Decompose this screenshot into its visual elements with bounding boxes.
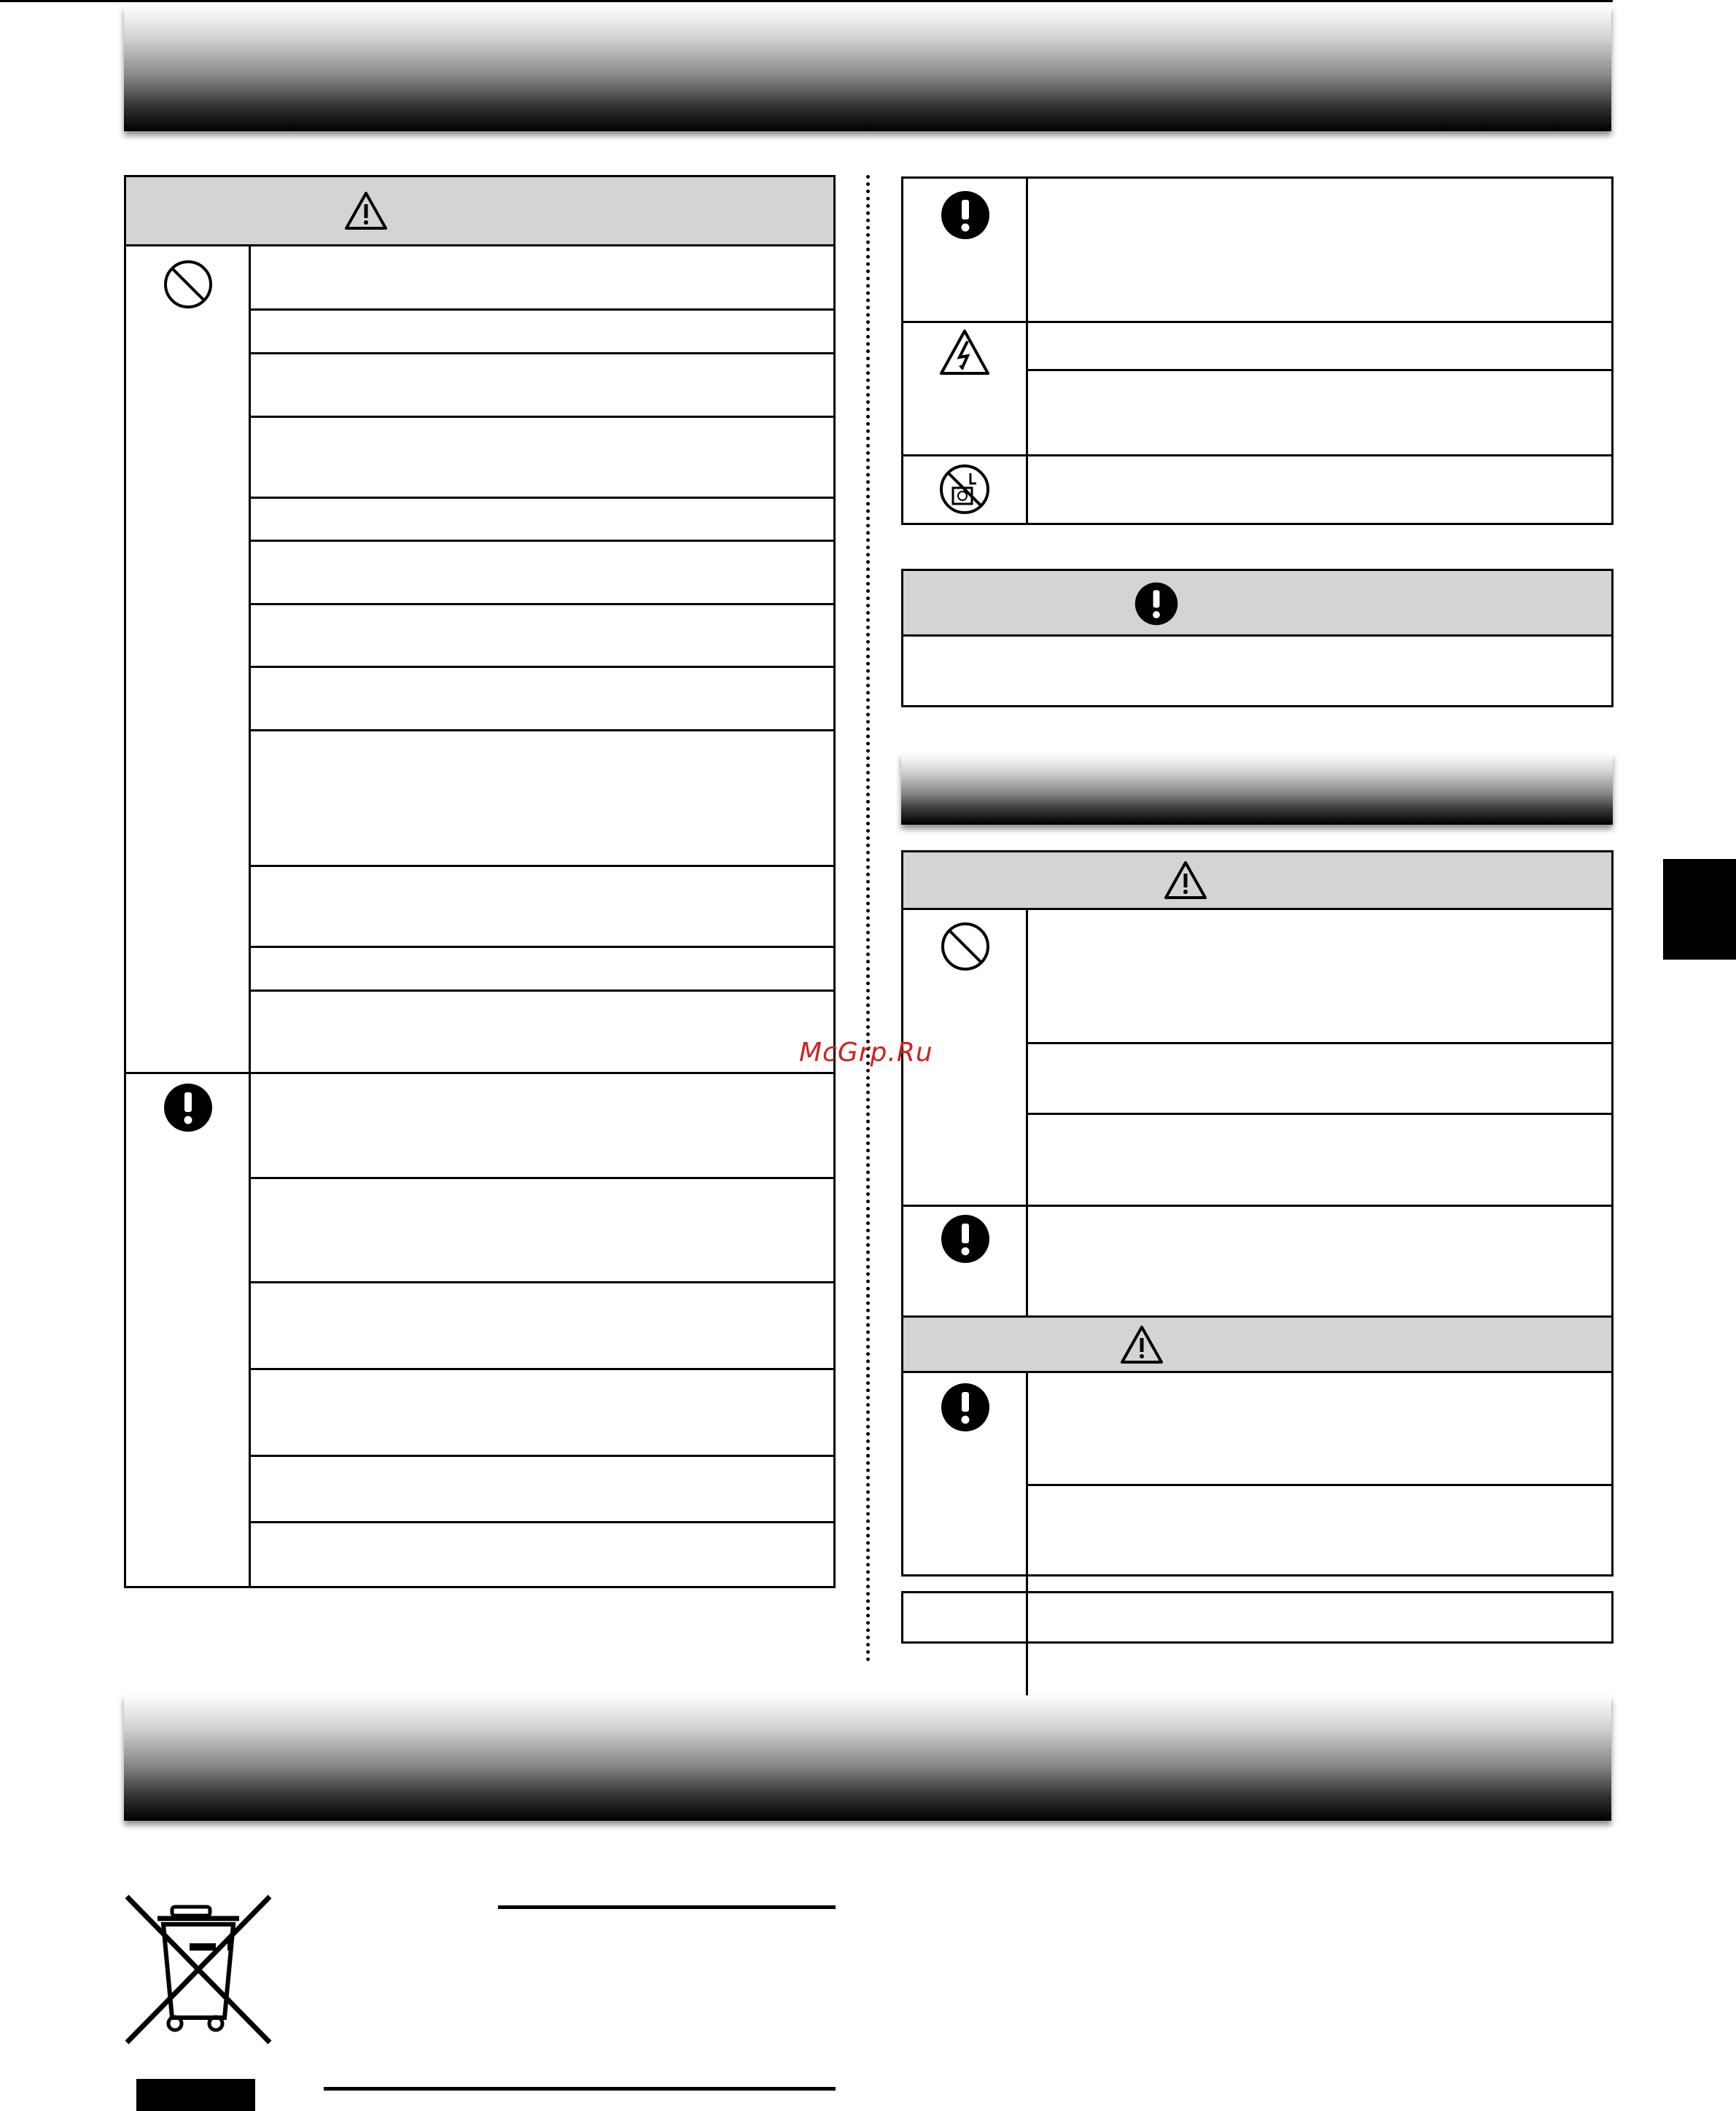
crossed-bin-icon [122, 1892, 274, 2047]
row-divider [249, 990, 833, 992]
no-water-icon [938, 463, 991, 516]
group-divider [903, 1205, 1611, 1207]
exclamation-disc-icon [940, 190, 991, 241]
row-divider [249, 1521, 833, 1523]
chapter-tab [1663, 859, 1736, 960]
row-divider [1026, 1042, 1611, 1044]
exclamation-disc-icon [1134, 581, 1179, 626]
row-divider [249, 352, 833, 354]
row-divider [249, 1455, 833, 1457]
left-column-divider [249, 246, 251, 1586]
prohibition-circle-icon [940, 921, 991, 972]
right-lower-header-2 [903, 1315, 1611, 1373]
left-table-header [126, 177, 833, 246]
right-caution-box [901, 569, 1614, 707]
column-separator [866, 175, 870, 1663]
row-divider [1026, 1484, 1611, 1486]
group-divider [126, 1072, 833, 1074]
group-divider [903, 321, 1611, 323]
exclamation-disc-icon [940, 1213, 991, 1264]
watermark: McGrp.Ru [799, 1038, 933, 1068]
warning-triangle-icon [343, 190, 389, 231]
group-divider [903, 454, 1611, 456]
black-label-block [136, 2079, 255, 2111]
exclamation-disc-icon [163, 1082, 214, 1133]
row-divider [249, 1281, 833, 1283]
heading-underline [324, 2087, 836, 2091]
heading-underline [498, 1905, 836, 1909]
prohibition-circle-icon [163, 259, 214, 310]
left-warning-table [124, 175, 836, 1588]
right-bottom-box [901, 1591, 1614, 1644]
page-header-band [124, 6, 1611, 131]
disposal-section-band [124, 1695, 1611, 1821]
row-divider [1026, 1113, 1611, 1115]
row-divider [249, 729, 833, 731]
right-lower-header [903, 852, 1611, 910]
right-lower-divider [1026, 910, 1028, 1706]
row-divider [1026, 369, 1611, 371]
right-top-divider [1026, 179, 1028, 523]
right-top-table [901, 176, 1614, 525]
top-rule [0, 0, 1613, 2]
row-divider [249, 666, 833, 668]
exclamation-disc-icon [940, 1382, 991, 1433]
row-divider [249, 497, 833, 499]
row-divider [249, 946, 833, 948]
electric-shock-icon [938, 328, 991, 376]
right-lower-table [901, 850, 1614, 1577]
caution-box-header [903, 571, 1611, 637]
row-divider [249, 865, 833, 867]
warning-triangle-icon [1119, 1324, 1164, 1365]
row-divider [249, 540, 833, 542]
row-divider [249, 1368, 833, 1370]
row-divider [249, 1177, 833, 1179]
row-divider [249, 308, 833, 311]
section-header-band [901, 753, 1613, 825]
row-divider [249, 603, 833, 605]
warning-triangle-icon [1163, 860, 1208, 901]
row-divider [249, 416, 833, 418]
